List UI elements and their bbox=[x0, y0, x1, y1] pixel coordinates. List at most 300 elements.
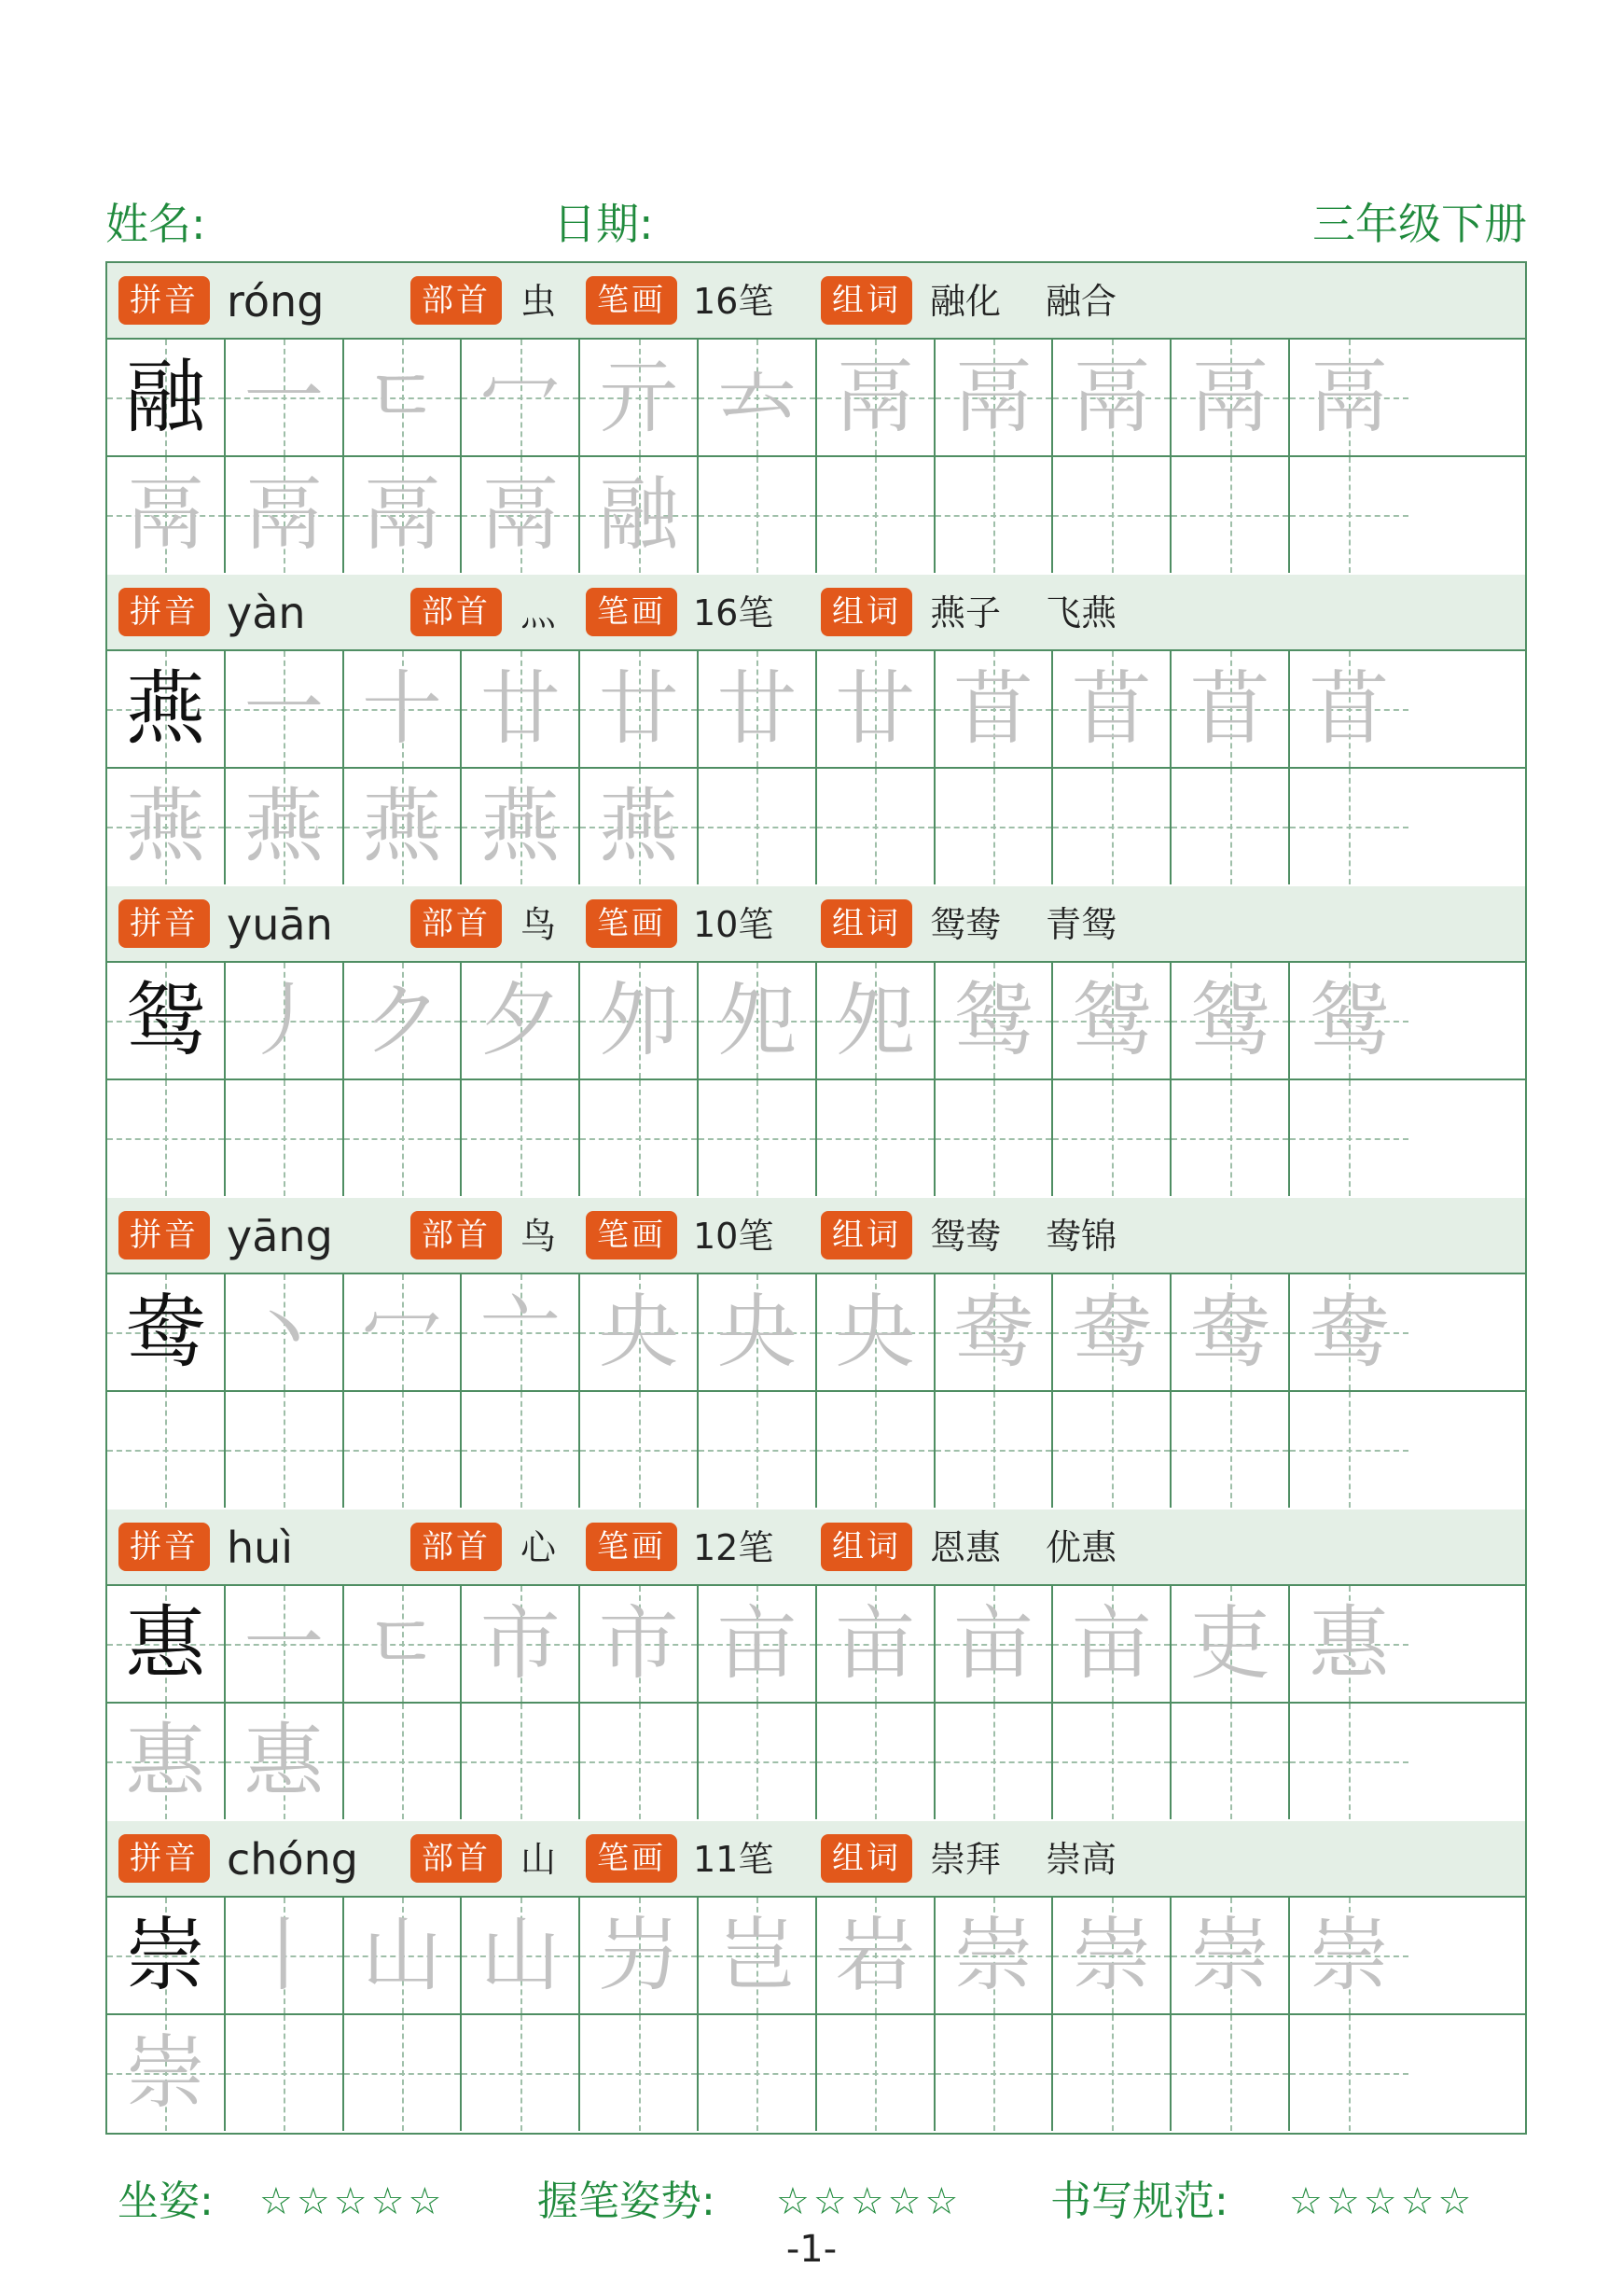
writing-cell[interactable] bbox=[226, 963, 344, 1078]
trace-stroke-step: 苜 bbox=[952, 662, 1033, 756]
trace-stroke-step: 央 bbox=[835, 1286, 916, 1379]
writing-cell[interactable] bbox=[580, 1274, 699, 1390]
writing-cell[interactable] bbox=[580, 340, 699, 455]
model-character: 惠 bbox=[125, 1597, 206, 1691]
model-character: 燕 bbox=[125, 662, 206, 756]
writing-cell[interactable] bbox=[462, 1586, 580, 1702]
writing-cell[interactable] bbox=[344, 651, 463, 767]
writing-grid-row bbox=[107, 1898, 1525, 2015]
writing-grid-row bbox=[107, 1080, 1525, 1198]
pinyin-badge: 拼音 bbox=[118, 1834, 210, 1883]
writing-cell[interactable] bbox=[462, 1080, 580, 1196]
writing-cell[interactable] bbox=[1290, 1898, 1408, 2013]
writing-cell[interactable] bbox=[344, 769, 463, 884]
writing-cell[interactable] bbox=[462, 1898, 580, 2013]
writing-cell[interactable] bbox=[1290, 2015, 1408, 2131]
writing-cell[interactable] bbox=[1172, 2015, 1290, 2131]
writing-cell[interactable] bbox=[226, 769, 344, 884]
trace-stroke-step: 鬲 bbox=[125, 468, 206, 562]
writing-cell[interactable] bbox=[580, 963, 699, 1078]
writing-cell[interactable] bbox=[1053, 1586, 1172, 1702]
writing-cell[interactable] bbox=[462, 769, 580, 884]
stroke-count-value: 16笔 bbox=[693, 281, 774, 322]
words-badge: 组词 bbox=[821, 276, 912, 325]
writing-cell[interactable] bbox=[699, 1080, 817, 1196]
writing-cell[interactable] bbox=[936, 340, 1054, 455]
writing-cell[interactable] bbox=[107, 769, 226, 884]
writing-cell[interactable] bbox=[226, 457, 344, 573]
writing-cell[interactable] bbox=[1290, 1704, 1408, 1819]
writing-cell[interactable] bbox=[817, 1392, 936, 1508]
writing-cell[interactable] bbox=[1172, 457, 1290, 573]
writing-cell[interactable] bbox=[107, 1586, 226, 1702]
writing-cell[interactable] bbox=[1053, 340, 1172, 455]
trace-stroke-step: 央 bbox=[716, 1286, 798, 1379]
writing-grid-row bbox=[107, 1704, 1525, 1821]
trace-stroke-step: 崇 bbox=[125, 2026, 206, 2120]
writing-cell[interactable] bbox=[699, 769, 817, 884]
stroke-count-badge: 笔画 bbox=[586, 1523, 677, 1571]
evaluation-footer bbox=[118, 2169, 1517, 2234]
writing-cell[interactable] bbox=[462, 1392, 580, 1508]
writing-cell[interactable] bbox=[344, 457, 463, 573]
writing-cell[interactable] bbox=[936, 963, 1054, 1078]
writing-cell[interactable] bbox=[1053, 457, 1172, 573]
writing-cell[interactable] bbox=[1172, 1586, 1290, 1702]
stroke-count-value: 10笔 bbox=[693, 904, 774, 945]
writing-cell[interactable] bbox=[226, 340, 344, 455]
model-character: 融 bbox=[125, 351, 206, 444]
writing-grid-row bbox=[107, 769, 1525, 886]
trace-stroke-step: 苜 bbox=[1309, 662, 1390, 756]
writing-cell[interactable] bbox=[462, 651, 580, 767]
trace-stroke-step: 廿 bbox=[479, 662, 561, 756]
writing-cell[interactable] bbox=[580, 1080, 699, 1196]
model-character: 崇 bbox=[125, 1909, 206, 2002]
radical-value: 山 bbox=[520, 1839, 557, 1880]
trace-stroke-step: 廿 bbox=[716, 662, 798, 756]
writing-cell[interactable] bbox=[226, 651, 344, 767]
trace-stroke-step: ㄷ bbox=[363, 1597, 441, 1691]
trace-stroke-step: 岂 bbox=[716, 1909, 798, 2002]
character-block bbox=[105, 261, 1527, 575]
writing-cell[interactable] bbox=[462, 340, 580, 455]
stroke-count-badge: 笔画 bbox=[586, 588, 677, 636]
writing-cell[interactable] bbox=[699, 457, 817, 573]
writing-cell[interactable] bbox=[226, 1704, 344, 1819]
writing-cell[interactable] bbox=[1172, 651, 1290, 767]
writing-cell[interactable] bbox=[107, 1274, 226, 1390]
trace-stroke-step: 鸯 bbox=[1189, 1286, 1270, 1379]
stroke-count-badge: 笔画 bbox=[586, 276, 677, 325]
word-1: 恩惠 bbox=[930, 1527, 1002, 1568]
trace-stroke-step: 𠫓 bbox=[716, 351, 798, 444]
writing-grid-row bbox=[107, 340, 1525, 457]
word-1: 融化 bbox=[930, 281, 1002, 322]
pinyin-badge: 拼音 bbox=[118, 588, 210, 636]
writing-cell[interactable] bbox=[107, 1898, 226, 2013]
trace-stroke-step: 鬲 bbox=[1071, 351, 1152, 444]
writing-cell[interactable] bbox=[226, 1080, 344, 1196]
trace-stroke-step: 鸳 bbox=[1071, 974, 1152, 1067]
writing-cell[interactable] bbox=[699, 1704, 817, 1819]
trace-stroke-step: 廿 bbox=[598, 662, 679, 756]
words-badge: 组词 bbox=[821, 899, 912, 948]
trace-stroke-step: 夕 bbox=[479, 974, 561, 1067]
trace-stroke-step: 亓 bbox=[598, 351, 679, 444]
trace-stroke-step: ク bbox=[361, 974, 442, 1067]
writing-cell[interactable] bbox=[580, 1898, 699, 2013]
writing-cell[interactable] bbox=[817, 2015, 936, 2131]
trace-stroke-step: 亩 bbox=[1071, 1597, 1152, 1691]
trace-stroke-step: 丶 bbox=[243, 1286, 325, 1379]
pinyin-badge: 拼音 bbox=[118, 276, 210, 325]
trace-stroke-step: 崇 bbox=[1309, 1909, 1390, 2002]
writing-cell[interactable] bbox=[580, 1704, 699, 1819]
word-1: 燕子 bbox=[930, 592, 1002, 633]
radical-badge: 部首 bbox=[410, 1211, 502, 1259]
writing-cell[interactable] bbox=[1053, 1704, 1172, 1819]
trace-stroke-step: 惠 bbox=[125, 1715, 206, 1808]
writing-grid-row bbox=[107, 1274, 1525, 1392]
pinyin-value: chóng bbox=[227, 1834, 358, 1885]
writing-cell[interactable] bbox=[936, 2015, 1054, 2131]
pinyin-value: yàn bbox=[227, 588, 306, 638]
trace-stroke-step: 市 bbox=[479, 1597, 561, 1691]
word-2: 飞燕 bbox=[1046, 592, 1117, 633]
character-block bbox=[105, 1821, 1527, 2135]
page-number: -1- bbox=[785, 2228, 838, 2271]
writing-cell[interactable] bbox=[1172, 1898, 1290, 2013]
writing-cell[interactable] bbox=[462, 457, 580, 573]
writing-cell[interactable] bbox=[1290, 651, 1408, 767]
writing-cell[interactable] bbox=[936, 1586, 1054, 1702]
trace-stroke-step: 夘 bbox=[598, 974, 679, 1067]
writing-cell[interactable] bbox=[1053, 1080, 1172, 1196]
writing-cell[interactable] bbox=[699, 2015, 817, 2131]
pinyin-value: róng bbox=[227, 276, 325, 327]
writing-cell[interactable] bbox=[107, 457, 226, 573]
writing-cell[interactable] bbox=[107, 1392, 226, 1508]
trace-stroke-step: 吏 bbox=[1189, 1597, 1270, 1691]
writing-cell[interactable] bbox=[226, 2015, 344, 2131]
writing-cell[interactable] bbox=[699, 1898, 817, 2013]
writing-cell[interactable] bbox=[1290, 963, 1408, 1078]
writing-cell[interactable] bbox=[936, 1274, 1054, 1390]
writing-cell[interactable] bbox=[344, 1704, 463, 1819]
writing-cell[interactable] bbox=[580, 651, 699, 767]
writing-grid-row bbox=[107, 963, 1525, 1080]
trace-stroke-step: 苜 bbox=[1071, 662, 1152, 756]
radical-value: 鸟 bbox=[520, 1216, 557, 1257]
word-1: 鸳鸯 bbox=[930, 1216, 1002, 1257]
writing-cell[interactable] bbox=[817, 1704, 936, 1819]
writing-cell[interactable] bbox=[1172, 1080, 1290, 1196]
words-badge: 组词 bbox=[821, 1211, 912, 1259]
trace-stroke-step: 鬲 bbox=[1189, 351, 1270, 444]
writing-cell[interactable] bbox=[462, 1274, 580, 1390]
writing-cell[interactable] bbox=[1053, 963, 1172, 1078]
grade-label: 三年级下册 bbox=[1312, 199, 1527, 249]
writing-grid-row bbox=[107, 1392, 1525, 1510]
radical-badge: 部首 bbox=[410, 1523, 502, 1571]
writing-cell[interactable] bbox=[1053, 651, 1172, 767]
trace-stroke-step: 惠 bbox=[243, 1715, 325, 1808]
writing-cell[interactable] bbox=[936, 651, 1054, 767]
writing-cell[interactable] bbox=[344, 1586, 463, 1702]
writing-cell[interactable] bbox=[699, 340, 817, 455]
writing-cell[interactable] bbox=[1290, 1274, 1408, 1390]
trace-stroke-step: 鬲 bbox=[479, 468, 561, 562]
grip-label: 握笔姿势: bbox=[537, 2178, 715, 2225]
trace-stroke-step: 岩 bbox=[835, 1909, 916, 2002]
trace-stroke-step: 惠 bbox=[1309, 1597, 1390, 1691]
writing-cell[interactable] bbox=[1290, 1586, 1408, 1702]
writing-cell[interactable] bbox=[344, 340, 463, 455]
writing-cell[interactable] bbox=[1053, 2015, 1172, 2131]
radical-value: 灬 bbox=[520, 592, 557, 633]
words-badge: 组词 bbox=[821, 1523, 912, 1571]
radical-badge: 部首 bbox=[410, 899, 502, 948]
writing-cell[interactable] bbox=[1290, 340, 1408, 455]
model-character: 鸯 bbox=[125, 1286, 206, 1379]
stroke-count-value: 10笔 bbox=[693, 1216, 774, 1257]
writing-cell[interactable] bbox=[936, 769, 1054, 884]
writing-cell[interactable] bbox=[107, 1704, 226, 1819]
writing-cell[interactable] bbox=[699, 1274, 817, 1390]
word-2: 融合 bbox=[1046, 281, 1117, 322]
words-badge: 组词 bbox=[821, 1834, 912, 1883]
radical-badge: 部首 bbox=[410, 276, 502, 325]
writing-cell[interactable] bbox=[344, 2015, 463, 2131]
writing-cell[interactable] bbox=[699, 963, 817, 1078]
trace-stroke-step: 燕 bbox=[598, 780, 679, 873]
writing-cell[interactable] bbox=[344, 1898, 463, 2013]
trace-stroke-step: 苜 bbox=[1189, 662, 1270, 756]
name-label: 姓名: bbox=[105, 199, 206, 249]
character-info-bar bbox=[107, 886, 1525, 963]
pinyin-badge: 拼音 bbox=[118, 1523, 210, 1571]
trace-stroke-step: ㄷ bbox=[363, 351, 441, 444]
writing-cell[interactable] bbox=[817, 457, 936, 573]
character-block bbox=[105, 1510, 1527, 1821]
trace-stroke-step: 山 bbox=[479, 1909, 561, 2002]
trace-stroke-step: 崇 bbox=[1189, 1909, 1270, 2002]
radical-value: 心 bbox=[520, 1527, 557, 1568]
trace-stroke-step: 一 bbox=[243, 1597, 325, 1691]
radical-value: 鸟 bbox=[520, 904, 557, 945]
writing-cell[interactable] bbox=[936, 1704, 1054, 1819]
character-block bbox=[105, 575, 1527, 886]
writing-cell[interactable] bbox=[1172, 963, 1290, 1078]
writing-cell[interactable] bbox=[936, 1080, 1054, 1196]
trace-stroke-step: 市 bbox=[598, 1597, 679, 1691]
writing-cell[interactable] bbox=[107, 1080, 226, 1196]
radical-badge: 部首 bbox=[410, 588, 502, 636]
stroke-count-badge: 笔画 bbox=[586, 1834, 677, 1883]
word-2: 青鸳 bbox=[1046, 904, 1117, 945]
trace-stroke-step: 燕 bbox=[125, 780, 206, 873]
worksheet-header bbox=[105, 191, 1527, 257]
trace-stroke-step: 廿 bbox=[835, 662, 916, 756]
trace-stroke-step: 十 bbox=[361, 662, 442, 756]
writing-cell[interactable] bbox=[817, 1898, 936, 2013]
writing-cell[interactable] bbox=[462, 1704, 580, 1819]
pinyin-value: yāng bbox=[227, 1211, 333, 1261]
character-block bbox=[105, 886, 1527, 1198]
stroke-count-value: 12笔 bbox=[693, 1527, 774, 1568]
trace-stroke-step: 鸳 bbox=[1309, 974, 1390, 1067]
writing-cell[interactable] bbox=[107, 651, 226, 767]
trace-stroke-step: 央 bbox=[598, 1286, 679, 1379]
trace-stroke-step: 鸯 bbox=[1071, 1286, 1152, 1379]
writing-cell[interactable] bbox=[817, 651, 936, 767]
writing-cell[interactable] bbox=[1290, 1392, 1408, 1508]
character-block bbox=[105, 1198, 1527, 1510]
radical-badge: 部首 bbox=[410, 1834, 502, 1883]
trace-stroke-step: 亩 bbox=[716, 1597, 798, 1691]
writing-cell[interactable] bbox=[699, 1392, 817, 1508]
trace-stroke-step: 鬲 bbox=[1309, 351, 1390, 444]
trace-stroke-step: 冖 bbox=[479, 351, 561, 444]
trace-stroke-step: 鸯 bbox=[952, 1286, 1033, 1379]
writing-cell[interactable] bbox=[344, 963, 463, 1078]
trace-stroke-step: 冖 bbox=[361, 1286, 442, 1379]
stroke-count-badge: 笔画 bbox=[586, 1211, 677, 1259]
practice-sheet bbox=[105, 261, 1527, 2135]
pinyin-badge: 拼音 bbox=[118, 1211, 210, 1259]
trace-stroke-step: 鸳 bbox=[1189, 974, 1270, 1067]
writing-cell[interactable] bbox=[1172, 769, 1290, 884]
writing-cell[interactable] bbox=[817, 963, 936, 1078]
trace-stroke-step: 一 bbox=[243, 662, 325, 756]
trace-stroke-step: 燕 bbox=[479, 780, 561, 873]
writing-cell[interactable] bbox=[1053, 1898, 1172, 2013]
trace-stroke-step: 亩 bbox=[952, 1597, 1033, 1691]
trace-stroke-step: 山 bbox=[361, 1909, 442, 2002]
stroke-count-value: 11笔 bbox=[693, 1839, 774, 1880]
pinyin-value: huì bbox=[227, 1523, 294, 1573]
trace-stroke-step: 融 bbox=[598, 468, 679, 562]
writing-cell[interactable] bbox=[580, 1586, 699, 1702]
trace-stroke-step: 亩 bbox=[835, 1597, 916, 1691]
trace-stroke-step: 鬲 bbox=[952, 351, 1033, 444]
writing-grid-row bbox=[107, 651, 1525, 769]
writing-cell[interactable] bbox=[936, 457, 1054, 573]
character-info-bar bbox=[107, 1821, 1525, 1898]
writing-cell[interactable] bbox=[817, 1274, 936, 1390]
writing-label: 书写规范: bbox=[1050, 2178, 1228, 2225]
trace-stroke-step: 丿 bbox=[243, 974, 325, 1067]
trace-stroke-step: 鬲 bbox=[835, 351, 916, 444]
trace-stroke-step: 屶 bbox=[598, 1909, 679, 2002]
writing-cell[interactable] bbox=[1172, 1392, 1290, 1508]
writing-cell[interactable] bbox=[344, 1392, 463, 1508]
pinyin-badge: 拼音 bbox=[118, 899, 210, 948]
writing-cell[interactable] bbox=[1172, 1274, 1290, 1390]
stroke-count-badge: 笔画 bbox=[586, 899, 677, 948]
writing-cell[interactable] bbox=[580, 769, 699, 884]
writing-cell[interactable] bbox=[226, 1586, 344, 1702]
grip-stars[interactable]: ☆☆☆☆☆ bbox=[776, 2180, 963, 2223]
writing-cell[interactable] bbox=[817, 1080, 936, 1196]
writing-grid-row bbox=[107, 1586, 1525, 1704]
writing-cell[interactable] bbox=[107, 963, 226, 1078]
character-info-bar bbox=[107, 575, 1525, 651]
trace-stroke-step: 崇 bbox=[952, 1909, 1033, 2002]
writing-cell[interactable] bbox=[699, 651, 817, 767]
writing-cell[interactable] bbox=[462, 2015, 580, 2131]
trace-stroke-step: 夗 bbox=[716, 974, 798, 1067]
writing-cell[interactable] bbox=[936, 1898, 1054, 2013]
trace-stroke-step: 一 bbox=[243, 351, 325, 444]
sitting-label: 坐姿: bbox=[118, 2178, 214, 2225]
writing-cell[interactable] bbox=[1290, 1080, 1408, 1196]
writing-cell[interactable] bbox=[226, 1274, 344, 1390]
model-character: 鸳 bbox=[125, 974, 206, 1067]
writing-cell[interactable] bbox=[580, 1392, 699, 1508]
writing-cell[interactable] bbox=[817, 769, 936, 884]
writing-cell[interactable] bbox=[344, 1080, 463, 1196]
writing-cell[interactable] bbox=[226, 1392, 344, 1508]
writing-cell[interactable] bbox=[580, 2015, 699, 2131]
trace-stroke-step: 亠 bbox=[479, 1286, 561, 1379]
trace-stroke-step: 燕 bbox=[361, 780, 442, 873]
writing-cell[interactable] bbox=[1053, 1392, 1172, 1508]
word-2: 崇高 bbox=[1046, 1839, 1117, 1880]
trace-stroke-step: 丨 bbox=[243, 1909, 325, 2002]
sitting-stars[interactable]: ☆☆☆☆☆ bbox=[259, 2180, 446, 2223]
character-info-bar bbox=[107, 1510, 1525, 1586]
radical-value: 虫 bbox=[520, 281, 557, 322]
character-info-bar bbox=[107, 1198, 1525, 1274]
writing-cell[interactable] bbox=[107, 340, 226, 455]
writing-cell[interactable] bbox=[817, 1586, 936, 1702]
trace-stroke-step: 鸯 bbox=[1309, 1286, 1390, 1379]
writing-cell[interactable] bbox=[1172, 1704, 1290, 1819]
writing-cell[interactable] bbox=[580, 457, 699, 573]
stroke-count-value: 16笔 bbox=[693, 592, 774, 633]
date-label: 日期: bbox=[553, 199, 654, 249]
writing-cell[interactable] bbox=[107, 2015, 226, 2131]
trace-stroke-step: 夗 bbox=[835, 974, 916, 1067]
trace-stroke-step: 鸳 bbox=[952, 974, 1033, 1067]
pinyin-value: yuān bbox=[227, 899, 333, 950]
writing-cell[interactable] bbox=[1290, 457, 1408, 573]
trace-stroke-step: 鬲 bbox=[243, 468, 325, 562]
writing-cell[interactable] bbox=[462, 963, 580, 1078]
writing-grid-row bbox=[107, 457, 1525, 575]
word-2: 优惠 bbox=[1046, 1527, 1117, 1568]
trace-stroke-step: 鬲 bbox=[361, 468, 442, 562]
word-2: 鸯锦 bbox=[1046, 1216, 1117, 1257]
writing-cell[interactable] bbox=[936, 1392, 1054, 1508]
words-badge: 组词 bbox=[821, 588, 912, 636]
writing-cell[interactable] bbox=[1290, 769, 1408, 884]
writing-cell[interactable] bbox=[344, 1274, 463, 1390]
writing-grid-row bbox=[107, 2015, 1525, 2133]
writing-cell[interactable] bbox=[817, 340, 936, 455]
writing-cell[interactable] bbox=[1053, 1274, 1172, 1390]
writing-cell[interactable] bbox=[1172, 340, 1290, 455]
trace-stroke-step: 崇 bbox=[1071, 1909, 1152, 2002]
writing-stars[interactable]: ☆☆☆☆☆ bbox=[1289, 2180, 1476, 2223]
trace-stroke-step: 燕 bbox=[243, 780, 325, 873]
writing-cell[interactable] bbox=[699, 1586, 817, 1702]
writing-cell[interactable] bbox=[226, 1898, 344, 2013]
word-1: 鸳鸯 bbox=[930, 904, 1002, 945]
writing-cell[interactable] bbox=[1053, 769, 1172, 884]
